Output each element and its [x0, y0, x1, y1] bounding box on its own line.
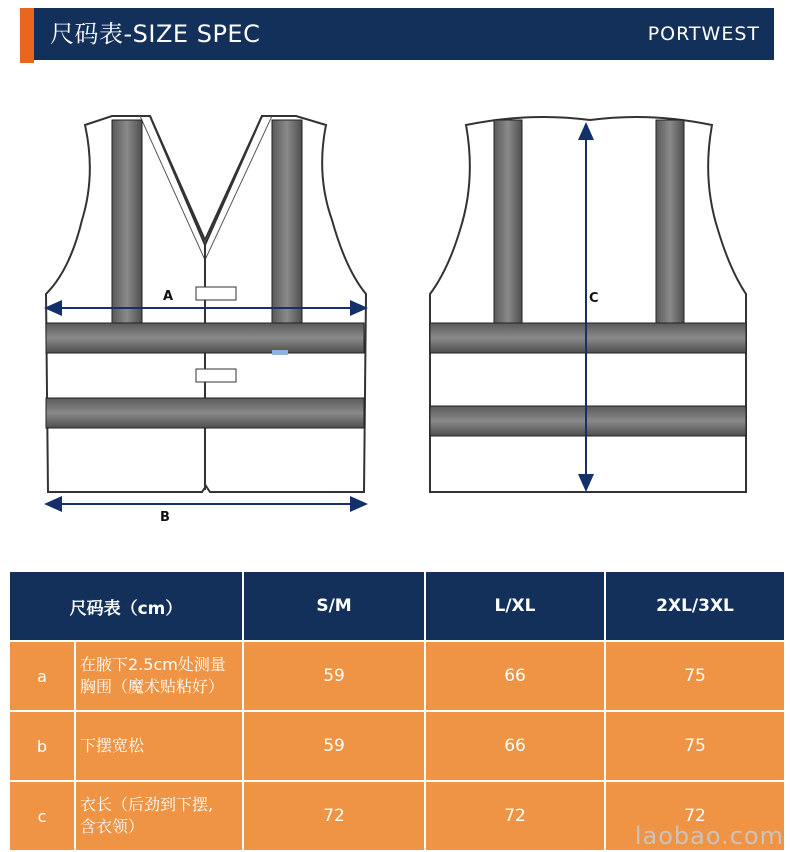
size-header-lxl: L/XL: [425, 571, 605, 641]
back-vest: [430, 117, 746, 492]
desc-line: 衣长（后劲到下摆,: [80, 795, 214, 814]
value-cell: 72: [243, 781, 425, 851]
size-header-2xl3xl: 2XL/3XL: [605, 571, 785, 641]
label-a: A: [163, 289, 174, 304]
desc-line: 下摆宽松: [80, 736, 145, 755]
table-row: [9, 711, 785, 781]
row-key: a: [9, 641, 75, 711]
header-accent-bar: [20, 8, 34, 63]
row-description: [75, 711, 243, 781]
desc-line: 含衣领）: [80, 817, 145, 836]
size-table: [8, 570, 786, 852]
value-cell: 66: [425, 711, 605, 781]
size-header-sm: S/M: [243, 571, 425, 641]
row-description: [75, 641, 243, 711]
desc-line: 胸围（魔术贴粘好）: [80, 677, 225, 696]
page-title: 尺码表-SIZE SPEC: [50, 20, 261, 48]
value-cell: 59: [243, 711, 425, 781]
spec-header: [20, 8, 774, 60]
watermark: laobao.com: [634, 822, 784, 850]
value-cell: 66: [425, 641, 605, 711]
vest-diagram: [0, 80, 790, 540]
table-header-row: [9, 571, 785, 641]
row-description: [75, 781, 243, 851]
value-cell: 72: [605, 781, 785, 851]
table-header-label: 尺码表（cm）: [9, 571, 243, 641]
desc-line: 在腋下2.5cm处测量: [80, 655, 226, 674]
brand-name: PORTWEST: [647, 23, 760, 45]
value-cell: 59: [243, 641, 425, 711]
value-cell: 75: [605, 641, 785, 711]
label-c: C: [589, 291, 599, 306]
value-cell: 72: [425, 781, 605, 851]
label-b: B: [160, 510, 170, 525]
table-row: [9, 641, 785, 711]
front-vest: [46, 116, 366, 492]
row-key: c: [9, 781, 75, 851]
row-key: b: [9, 711, 75, 781]
value-cell: 75: [605, 711, 785, 781]
